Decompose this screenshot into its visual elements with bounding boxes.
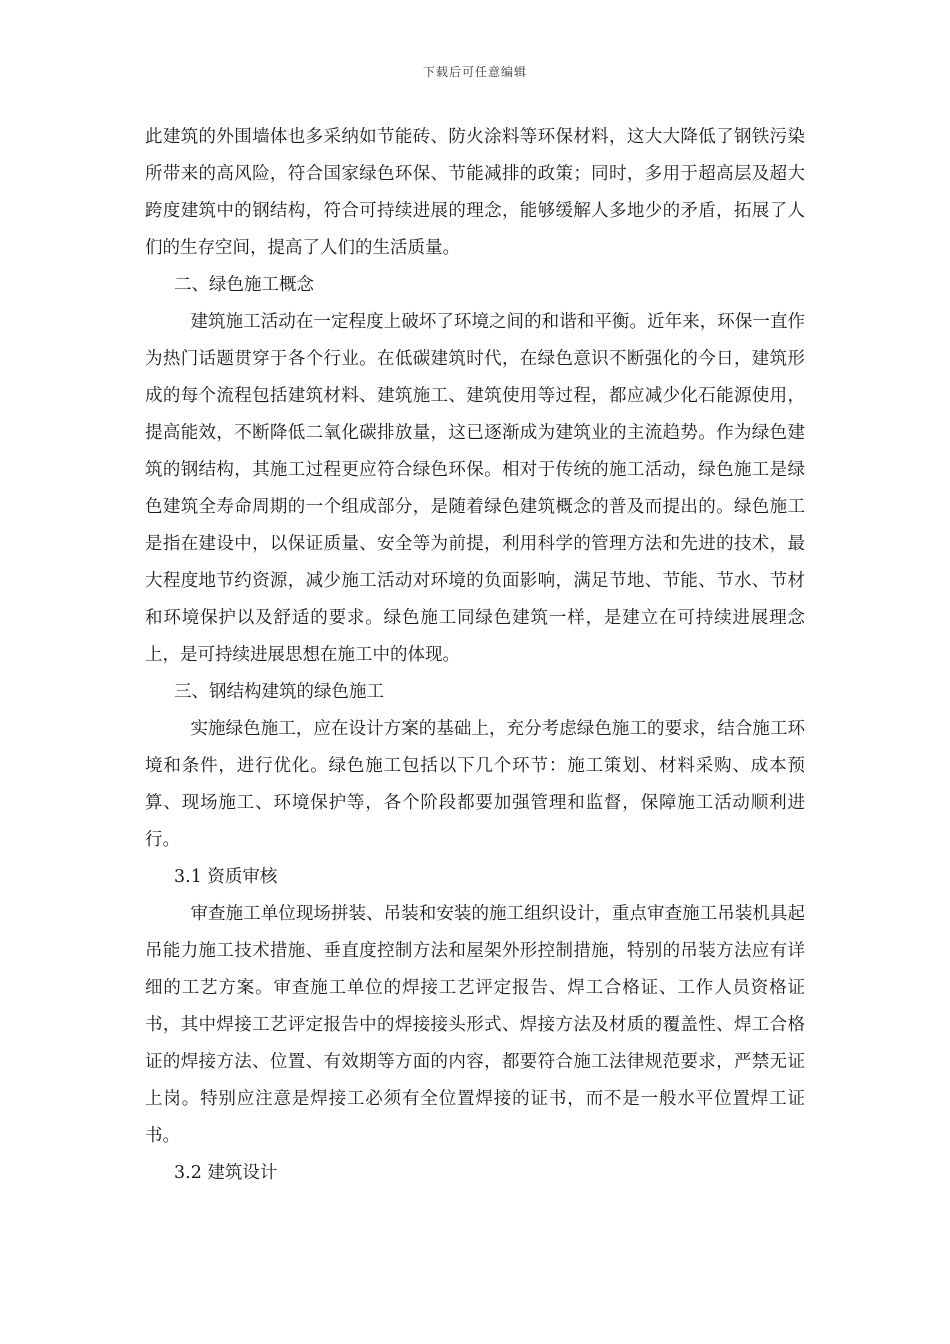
document-body bbox=[145, 119, 805, 1192]
paragraph-green-construction-concept: 建筑施工活动在一定程度上破坏了环境之间的和谐和平衡。近年来，环保一直作为热门话题贯穿于各个行业。在低碳建筑时代，在绿色意识不断强化的今日，建筑形成的每个流程包括建筑材料、建筑施工、建筑使用等过程，都应减少化石能源使用，提高能效，不断降低二氧化碳排放量，这已逐渐成为建筑业的主流趋势。作为绿色建筑的钢结构，其施工过程更应符合绿色环保。相对于传统的施工活动，绿色施工是绿色建筑全寿命周期的一个组成部分，是随着绿色建筑概念的普及而提出的。绿色施工是指在建设中，以保证质量、安全等为前提，利用科学的管理方法和先进的技术，最大程度地节约资源，减少施工活动对环境的负面影响，满足节地、节能、节水、节材和环境保护以及舒适的要求。绿色施工同绿色建筑一样，是建立在可持续进展理念上，是可持续进展思想在施工中的体现。 bbox=[145, 312, 805, 665]
paragraph-implementing-green-construction: 实施绿色施工，应在设计方案的基础上，充分考虑绿色施工的要求，结合施工环境和条件，进行优化。绿色施工包括以下几个环节：施工策划、材料采购、成本预算、现场施工、环境保护等，各个阶段都要加强管理和监督，保障施工活动顺利进行。 bbox=[145, 719, 805, 850]
page-header-note: 下载后可任意编辑 bbox=[422, 65, 527, 79]
paragraph-qualification-review: 审查施工单位现场拼装、吊装和安装的施工组织设计，重点审查施工吊装机具起吊能力施工技术措施、垂直度控制方法和屋架外形控制措施，特别的吊装方法应有详细的工艺方案。审查施工单位的焊接工艺评定报告、焊工合格证、工作人员资格证书，其中焊接工艺评定报告中的焊接接头形式、焊接方法及材质的覆盖性、焊工合格证的焊接方法、位置、有效期等方面的内容，都要符合施工法律规范要求，严禁无证上岗。特别应注意是焊接工必须有全位置焊接的证书，而不是一般水平位置焊工证书。 bbox=[145, 904, 805, 1146]
paragraph-walls-materials: 此建筑的外围墙体也多采纳如节能砖、防火涂料等环保材料，这大大降低了钢铁污染所带来的高风险，符合国家绿色环保、节能减排的政策；同时，多用于超高层及超大跨度建筑中的钢结构，符合可持续进展的理念，能够缓解人多地少的矛盾，拓展了人们的生存空间，提高了人们的生活质量。 bbox=[145, 127, 805, 258]
section-heading-green-construction-concept: 二、绿色施工概念 bbox=[174, 275, 314, 295]
subsection-heading-building-design: 3.2 建筑设计 bbox=[174, 1163, 278, 1183]
subsection-heading-qualification-review: 3.1 资质审核 bbox=[174, 867, 278, 887]
section-heading-steel-structure-green-construction: 三、钢结构建筑的绿色施工 bbox=[174, 682, 384, 702]
